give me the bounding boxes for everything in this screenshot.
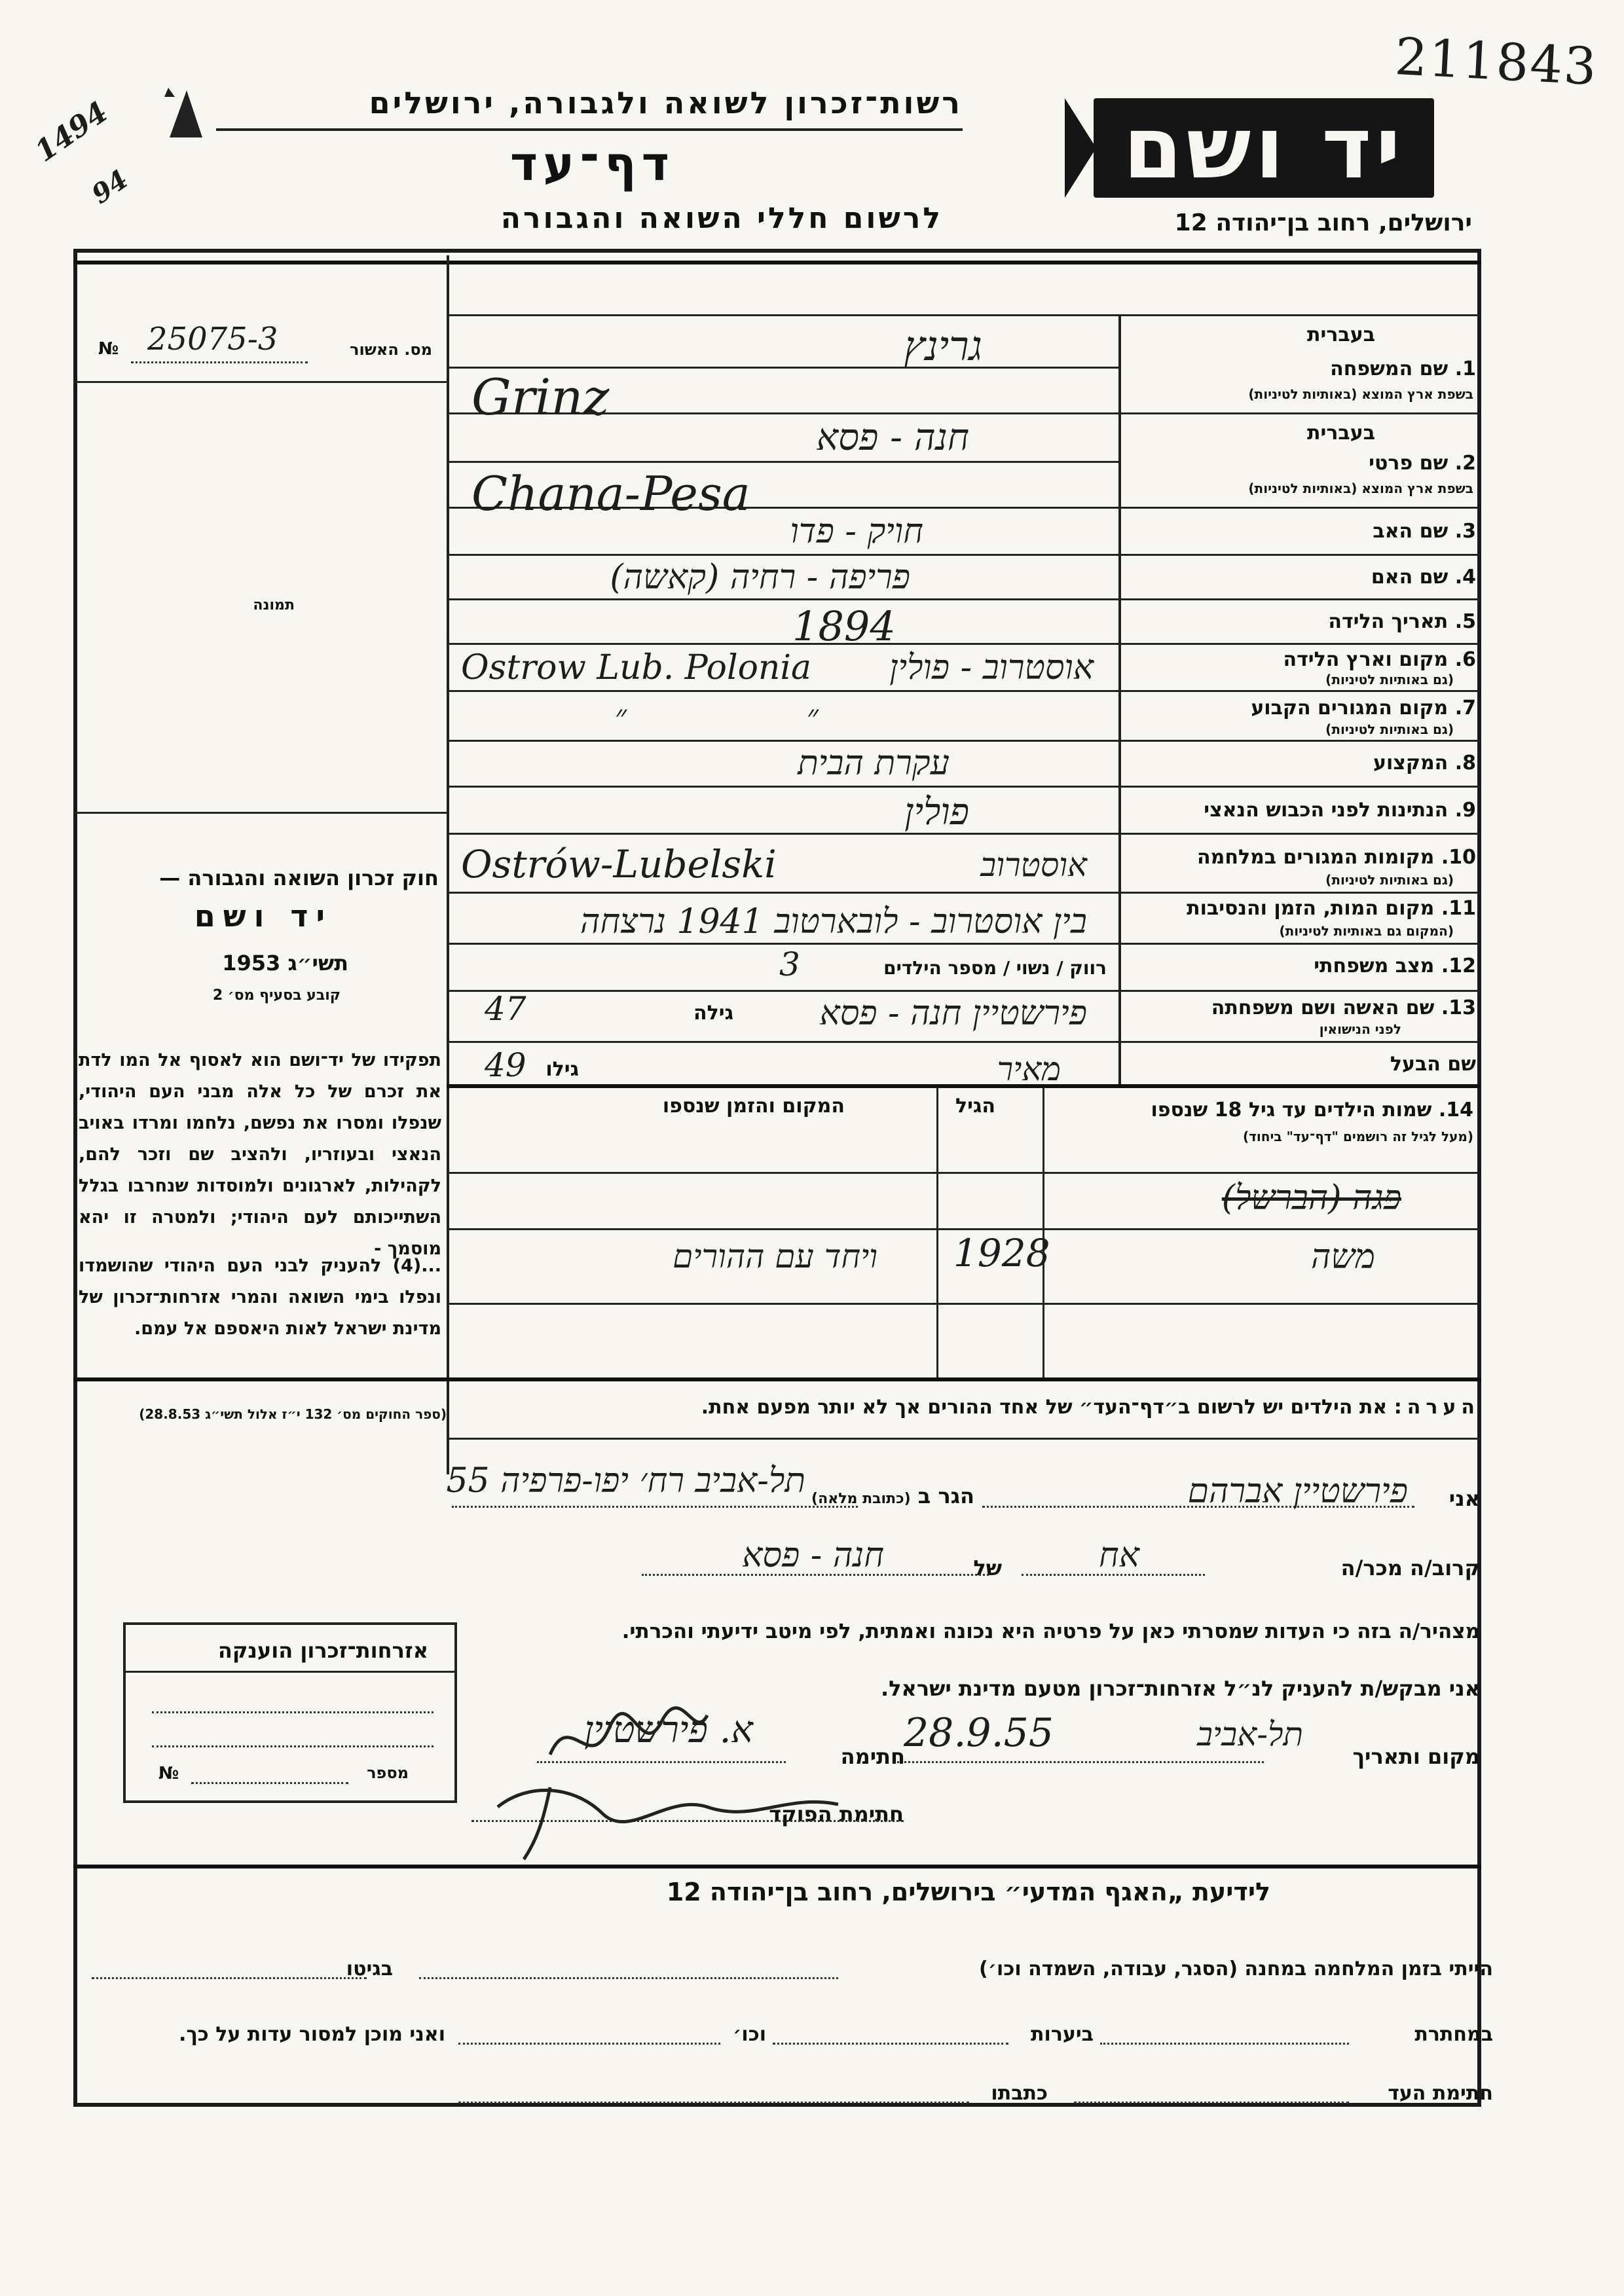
decl-gar-b-text: הגר ב — [917, 1484, 974, 1508]
field4-bottom-line — [447, 598, 1480, 600]
f2-num: 2. — [1454, 452, 1476, 475]
field12-bottom-line — [447, 990, 1480, 992]
f4-num: 4. — [1454, 566, 1476, 589]
f8-value[interactable]: עקרת הבית — [798, 744, 950, 783]
children-bottom-line — [73, 1377, 1481, 1381]
f1-num: 1. — [1454, 357, 1476, 380]
f4-value[interactable]: פריפה - רחיה (קאשה) — [610, 558, 910, 597]
f1-label-text: שם המשפחה — [1330, 357, 1449, 380]
f5-value[interactable]: 1894 — [792, 602, 896, 650]
f2-label-text: שם פרטי — [1369, 452, 1449, 475]
yad-vashem-logo — [1094, 98, 1434, 198]
f2-label — [1369, 452, 1476, 475]
footer-line2-dotline-3 — [458, 2043, 720, 2045]
field7-bottom-line — [447, 740, 1480, 742]
f12-value[interactable]: 3 — [779, 945, 800, 983]
footer-line1-b: בגיטו — [346, 1958, 393, 1980]
f7-label-text: מקום המגורים הקבוע — [1251, 697, 1449, 720]
relative-label: קרוב/ה מכר/ה — [1340, 1556, 1480, 1580]
f11-sublabel: (המקום גם באותיות לטיניות) — [1279, 923, 1454, 939]
citizenship-dotline-2 — [152, 1745, 434, 1747]
child2-name[interactable]: משה — [1310, 1237, 1375, 1277]
f7-value[interactable]: ״ ״ — [614, 698, 819, 735]
corner-note-a: 1494 — [29, 95, 115, 169]
remark-bottom-line — [447, 1438, 1480, 1440]
f12-label — [1314, 955, 1476, 977]
place-date-dotline — [897, 1761, 1264, 1763]
child1-name-text: פגה (הברשל) — [1221, 1178, 1401, 1218]
place-value[interactable]: תל-אביב — [1196, 1715, 1303, 1753]
f6-hebrew-value[interactable]: אוסטרוב - פולין — [889, 648, 1094, 687]
decl-request: אני מבקש/ת להעניק לנ״ל אזרחות־זכרון מטעם מדינת ישראל. — [881, 1676, 1480, 1701]
f1-hebrew-value[interactable]: גרינץ — [904, 322, 982, 370]
f10-label-text: מקומות המגורים במלחמה — [1197, 846, 1435, 869]
decl-ani: אני — [1449, 1486, 1480, 1511]
footer-line2-b: ביערות — [1031, 2023, 1094, 2046]
field6-bottom-line — [447, 690, 1480, 692]
col-age-header: הגיל — [955, 1095, 995, 1118]
f5-num: 5. — [1454, 610, 1476, 633]
org-line: רשות־זכרון לשואה ולגבורה, ירושלים — [369, 85, 963, 120]
f1-latin-value[interactable]: Grinz — [471, 368, 610, 426]
citizenship-box — [123, 1622, 457, 1803]
f8-label-text: המקצוע — [1373, 752, 1449, 774]
f4-label — [1371, 566, 1476, 589]
remark-text: את הילדים יש לרשום ב״דף־העד״ של אחד ההורים אך לא יותר מפעם אחת. — [701, 1396, 1388, 1419]
f7-sublabel: (גם באותיות לטיניות) — [1325, 721, 1454, 737]
photo-label: תמונה — [253, 597, 295, 613]
field5-bottom-line — [447, 643, 1480, 645]
f1-sublabel: בשפת ארץ המוצא (באותיות לטיניות) — [1248, 386, 1473, 402]
f6-num: 6. — [1454, 648, 1476, 671]
col-age-divider — [936, 1088, 938, 1377]
approval-row-line — [73, 381, 447, 383]
relation-shel: של — [973, 1556, 1002, 1580]
field2-mid-line — [447, 461, 1118, 463]
law-source: (ספר החוקים מס׳ 132 י״ז אלול תשי״ג 28.8.53) — [139, 1406, 447, 1422]
f3-label-text: שם האב — [1373, 520, 1449, 543]
archive-number: 211843 — [1393, 27, 1599, 98]
husband-age-value[interactable]: 49 — [485, 1046, 526, 1084]
f7-num: 7. — [1454, 697, 1476, 720]
f14-label — [1151, 1099, 1473, 1121]
footer-line2-a: במחתרת — [1414, 2023, 1493, 2046]
children-row2-line — [447, 1228, 1480, 1230]
official-signature-scrawl-icon — [471, 1768, 917, 1866]
f14-num: 14. — [1438, 1099, 1473, 1121]
field8-bottom-line — [447, 786, 1480, 788]
f5-label-text: תאריך הלידה — [1328, 610, 1449, 633]
remark-line — [701, 1396, 1480, 1419]
f9-value[interactable]: פולין — [904, 791, 969, 833]
footer-line2-d: ואני מוכן למסור עדות על כך. — [179, 2023, 445, 2046]
f10-latin-value[interactable]: Ostrów-Lubelski — [461, 842, 777, 886]
f10-sublabel: (גם באותיות לטיניות) — [1325, 872, 1454, 888]
field3-bottom-line — [447, 554, 1480, 556]
f13-sublabel: לפני הנישואין — [1319, 1021, 1401, 1037]
f12-label-text: מצב משפחתי — [1314, 955, 1435, 977]
citizenship-dotline-1 — [152, 1711, 434, 1713]
f11-num: 11. — [1441, 897, 1476, 920]
field-husband-bottom-line — [447, 1084, 1480, 1088]
decl-addr-note: (כתובת מלאה) — [811, 1491, 911, 1507]
law-year: תשי״ג 1953 — [222, 951, 348, 975]
f3-value[interactable]: חויק - פדו — [790, 512, 923, 551]
f9-label — [1204, 799, 1476, 822]
footer-line2-dotline-1 — [1100, 2043, 1349, 2045]
f2-in-hebrew: בעברית — [1307, 422, 1375, 445]
f11-label-text: מקום המות, הזמן והנסיבות — [1187, 897, 1435, 920]
footer-line3-dotline-1 — [1074, 2102, 1349, 2104]
f6-sublabel: (גם באותיות לטיניות) — [1325, 672, 1454, 687]
child1-name[interactable] — [1222, 1178, 1401, 1218]
logo-text: יד ושם — [1123, 98, 1405, 198]
left-column-divider — [447, 255, 449, 1474]
approval-label: מס. האשור — [350, 340, 432, 359]
header-address: ירושלים, רחוב בן־יהודה 12 — [1174, 210, 1472, 236]
f10-label — [1197, 846, 1476, 869]
f1-in-hebrew: בעברית — [1307, 323, 1375, 346]
top-double-line — [73, 261, 1481, 264]
relative-of-value[interactable]: חנה - פסא — [742, 1536, 884, 1575]
f9-num: 9. — [1454, 799, 1476, 822]
children-row1-line — [447, 1172, 1480, 1174]
field13-bottom-line — [447, 1041, 1480, 1043]
f13-value[interactable]: פירשטיין חנה - פסא — [819, 994, 1087, 1033]
corner-mark-icon — [160, 85, 206, 144]
children-row3-line — [447, 1303, 1480, 1305]
f13-label-text: שם האשה ושם משפחתה — [1211, 996, 1435, 1019]
footer-line1-dotline-2 — [92, 1977, 367, 1979]
f3-num: 3. — [1454, 520, 1476, 543]
citizenship-title-underline — [126, 1671, 454, 1673]
footer-line2-dotline-2 — [773, 2043, 1008, 2045]
citizenship-title: אזרחות־זכרון הוענקה — [217, 1638, 428, 1663]
f8-label — [1373, 752, 1476, 774]
org-underline — [216, 128, 963, 131]
f8-num: 8. — [1454, 752, 1476, 774]
law-name: יד ושם — [194, 898, 333, 934]
child2-age[interactable]: 1928 — [953, 1231, 1050, 1275]
f9-label-text: הנתינות לפני הכבוש הנאצי — [1204, 799, 1449, 822]
field-line-top — [447, 314, 1480, 316]
citizenship-number-label: מספר — [367, 1764, 409, 1782]
decl-addr-dotline — [452, 1506, 858, 1508]
field11-bottom-line — [447, 943, 1480, 945]
label-column-divider — [1118, 314, 1121, 1084]
f12-inline-label: רווק / נשוי / מספר הילדים — [883, 957, 1107, 979]
f10-num: 10. — [1441, 846, 1476, 869]
date-value[interactable]: 28.9.55 — [904, 1710, 1054, 1756]
approval-number[interactable]: 25075-3 — [147, 321, 278, 357]
field10-bottom-line — [447, 892, 1480, 894]
footer-line1-dotline-1 — [419, 1977, 838, 1979]
f3-label — [1373, 520, 1476, 543]
col-place-header: המקום והזמן שנספו — [662, 1095, 845, 1118]
f6-label-text: מקום וארץ הלידה — [1283, 648, 1449, 671]
husband-value[interactable]: מאיר — [997, 1050, 1061, 1088]
f14-label-text: שמות הילדים עד גיל 18 שנספו — [1151, 1099, 1432, 1121]
footer-line2-c: וכו׳ — [733, 2023, 766, 2046]
relation-value[interactable]: אח — [1099, 1536, 1139, 1575]
place-date-label: מקום ותאריך — [1352, 1744, 1480, 1769]
law-section: קובע בסעיף מס׳ 2 — [212, 987, 341, 1004]
citizenship-no-sign: № — [158, 1764, 179, 1783]
f14-sublabel: (מעל לגיל זה רושמים "דף־עד" ביחוד) — [1242, 1129, 1473, 1144]
f5-label — [1328, 610, 1476, 633]
declarant-name[interactable]: פירשטיין אברהם — [1187, 1472, 1408, 1511]
approval-dotline — [131, 361, 308, 363]
official-signature-label: חתימת הפוקד — [769, 1802, 904, 1827]
logo-chevron — [1065, 98, 1096, 198]
footer-line3-a: חתימת העד — [1388, 2082, 1493, 2105]
law-body: תפקידו של יד־ושם הוא לאסוף אל המו לדת את זכרם של כל אלה מבני העם היהודי, שנפלו ומסרו את נפשם, נלחמו ומרדו באויב הנאצי ובעוזריו, ולהציב שם וזכר להם, לקהילות, לארגונים ולמוסדות שנחרבו בגלל השתייכותם לעם היהודי; ולמטרה זו יהא מוסמך - — [79, 1050, 441, 1259]
decl-gar-b — [811, 1484, 974, 1508]
husband-label: שם הבעל — [1390, 1053, 1476, 1076]
f6-latin-value[interactable]: Ostrow Lub. Polonia — [461, 648, 812, 687]
f13-label — [1211, 996, 1476, 1019]
footer-line3-b: כתבתו — [991, 2082, 1048, 2105]
f11-label — [1187, 897, 1476, 920]
f2-hebrew-value[interactable]: חנה - פסא — [816, 416, 969, 459]
f1-label — [1330, 357, 1476, 380]
footer-title: לידיעת „האגף המדעי״ בירושלים, רחוב בן־יהודה 12 — [666, 1878, 1270, 1906]
husband-age-label: גילו — [545, 1058, 579, 1081]
law-clause: ...(4) להעניק לבני העם היהודי שהושמדו ונפלו בימי השואה והמרי אזרחות־זכרון של מדינת ישראל לאות היאספם אל עמם. — [79, 1256, 441, 1339]
f13-num: 13. — [1441, 996, 1476, 1019]
f12-num: 12. — [1441, 955, 1476, 977]
f7-label — [1251, 697, 1476, 720]
f2-latin-value[interactable]: Chana-Pesa — [471, 466, 750, 521]
declarant-address[interactable]: תל-אביב רח׳ יפו-פרפיה 55 — [446, 1461, 805, 1501]
f2-sublabel: בשפת ארץ המוצא (באותיות לטיניות) — [1248, 481, 1473, 496]
remark-label: הערה: — [1393, 1396, 1480, 1419]
child2-place[interactable]: ויחד עם ההורים — [673, 1237, 877, 1275]
signature-value[interactable]: א. פירשטיין — [584, 1709, 753, 1751]
f13-age-label: גילה — [693, 1002, 733, 1025]
law-title: חוק זכרון השואה והגבורה — — [159, 866, 439, 890]
f6-label — [1283, 648, 1476, 671]
corner-note-b: 94 — [86, 164, 134, 210]
footer-line3-dotline-2 — [458, 2102, 969, 2104]
form-subtitle: לרשום חללי השואה והגבורה — [500, 202, 943, 235]
photo-bottom-line — [73, 812, 447, 814]
f11-value[interactable]: בין אוסטרוב - לובארטוב 1941 נרצחה — [580, 902, 1087, 941]
footer-line1-a: הייתי בזמן המלחמה במחנה (הסגר, עבודה, השמדה וכו׳) — [979, 1958, 1493, 1980]
approval-no-sign: № — [98, 339, 119, 359]
citizenship-number-dotline — [191, 1782, 348, 1784]
decl-statement: מצהיר/ה בזה כי העדות שמסרתי כאן על פרטיה היא נכונה ואמתית, לפי מיטב ידיעתי והכרתי. — [621, 1620, 1480, 1643]
f13-age-value[interactable]: 47 — [485, 990, 526, 1028]
f10-hebrew-value[interactable]: אוסטרוב — [980, 846, 1087, 884]
f4-label-text: שם האם — [1371, 566, 1449, 589]
signature-label: חתימה — [840, 1744, 905, 1769]
form-title: דף־עד — [509, 136, 674, 191]
